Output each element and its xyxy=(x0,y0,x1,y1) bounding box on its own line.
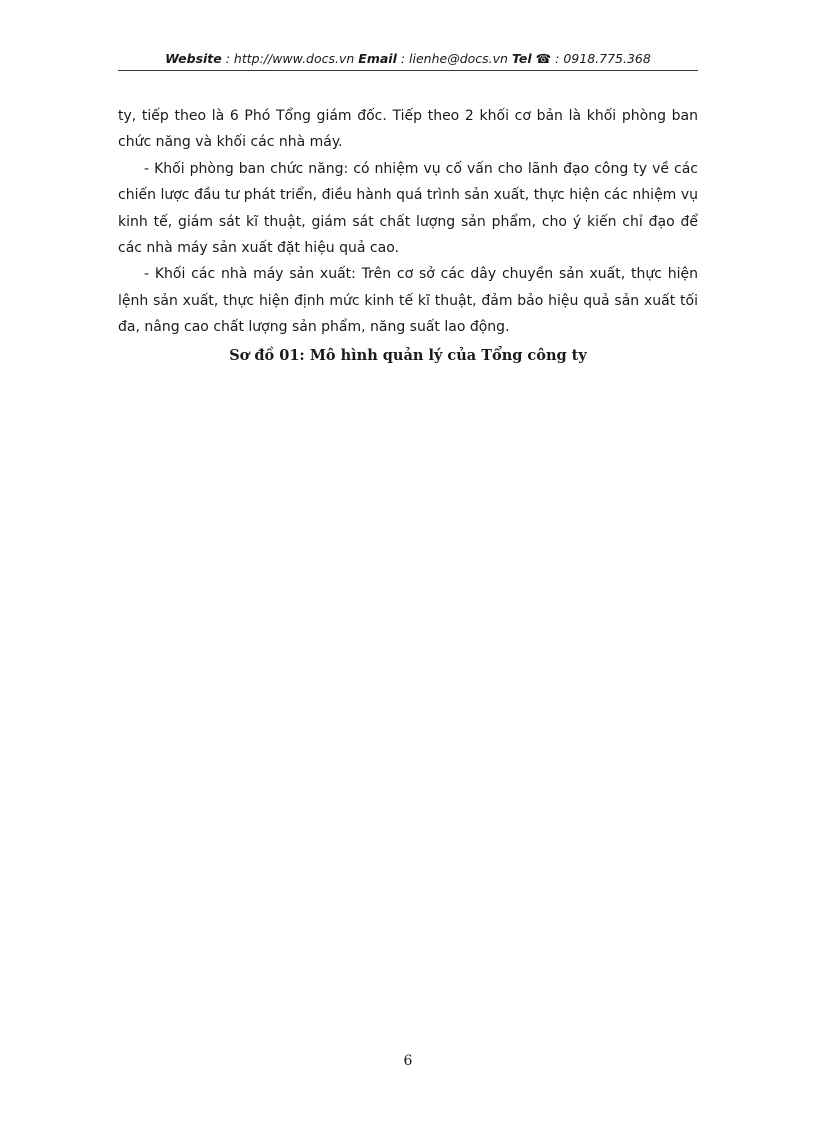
header-divider xyxy=(118,70,698,71)
paragraph-factories: - Khối các nhà máy sản xuất: Trên cơ sở các dây chuyền sản xuất, thực hiện lệnh sản xuất, thực hiện định mức kinh tế kĩ thuật, đảm bảo hiệu quả sản xuất tối đa, nâng cao chất lượng sản phẩm, năng suất lao động. xyxy=(118,266,698,336)
diagram-caption: Sơ đồ 01: Mô hình quản lý của Tổng công ty xyxy=(229,346,587,364)
phone-icon: ☎ xyxy=(535,51,552,66)
paragraph-functional-departments: - Khối phòng ban chức năng: có nhiệm vụ cố vấn cho lãnh đạo công ty về các chiến lược đầu tư phát triển, điều hành quá trình sản xuất, thực hiện các nhiệm vụ kinh tế, giám sát kĩ thuật, giám sát chất lượng sản phẩm, cho ý kiến chỉ đạo để các nhà máy sản xuất đặt hiệu quả cao. xyxy=(118,160,698,257)
website-label: Website xyxy=(165,51,222,66)
tel-value: : 0918.775.368 xyxy=(551,51,651,66)
page-number: 6 xyxy=(403,1053,413,1069)
tel-label: Tel xyxy=(511,51,532,66)
website-value: : http://www.docs.vn xyxy=(221,51,359,66)
email-value: : lienhe@docs.vn xyxy=(396,51,512,66)
email-label: Email xyxy=(358,51,397,66)
document-body xyxy=(118,103,698,371)
page-header xyxy=(118,51,698,66)
paragraph-intro: ty, tiếp theo là 6 Phó Tổng giám đốc. Tiếp theo 2 khối cơ bản là khối phòng ban chức năng và khối các nhà máy. xyxy=(118,108,698,151)
